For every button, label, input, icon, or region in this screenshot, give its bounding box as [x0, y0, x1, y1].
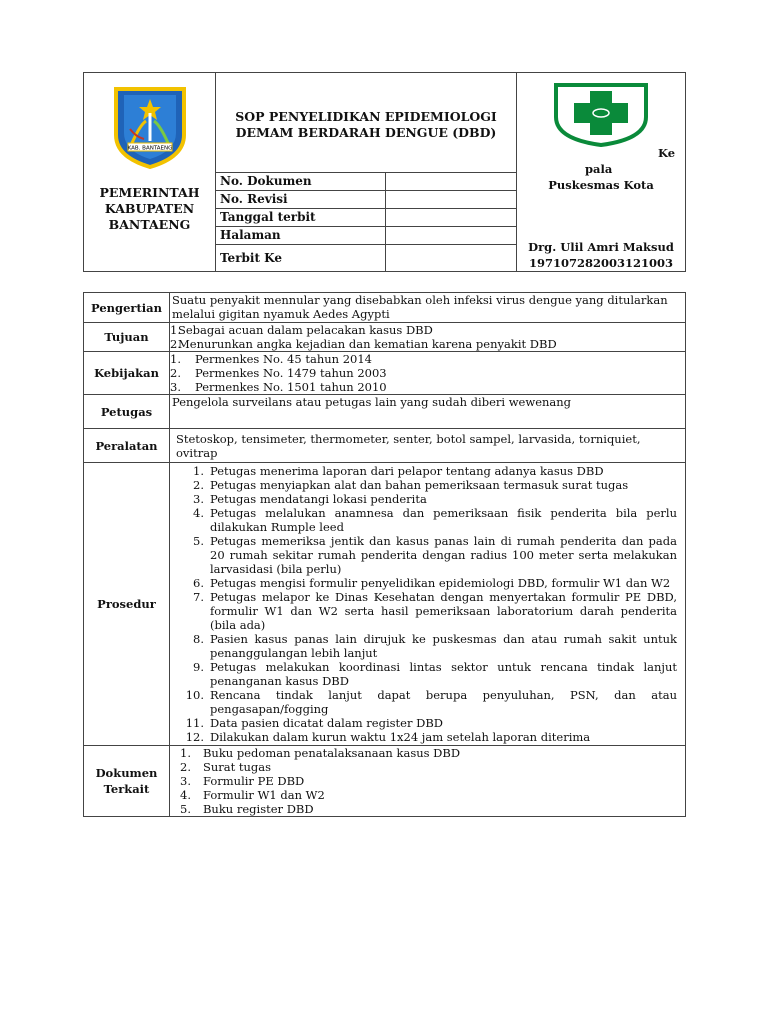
list-item: 2. Petugas menyiapkan alat dan bahan pemeriksaan termasuk surat tugas — [193, 478, 629, 492]
meta-value — [386, 208, 517, 226]
pala-text: pala — [585, 162, 613, 176]
puskesmas-logo-icon — [550, 81, 652, 147]
meta-value — [386, 190, 517, 208]
meta-value — [386, 244, 517, 271]
tujuan-list — [170, 323, 686, 352]
meta-label: Tanggal terbit — [216, 208, 386, 226]
document-title: SOP PENYELIDIKAN EPIDEMIOLOGI DEMAM BERDARAH DENGUE (DBD) — [216, 73, 517, 173]
section-label-prosedur: Prosedur — [84, 463, 170, 746]
list-item: 9. Petugas melakukan koordinasi lintas sektor untuk rencana tindak lanjut penanganan kasus DBD — [193, 660, 677, 688]
prosedur-list — [170, 463, 686, 746]
sop-content-table — [83, 292, 686, 817]
list-item: 2. Permenkes No. 1479 tahun 2003 — [170, 366, 387, 380]
section-label-petugas: Petugas — [84, 395, 170, 429]
section-label-tujuan: Tujuan — [84, 323, 170, 352]
section-label-pengertian: Pengertian — [84, 293, 170, 323]
meta-label: No. Dokumen — [216, 173, 386, 191]
meta-value — [386, 226, 517, 244]
list-item: 11. Data pasien dicatat dalam register DBD — [185, 716, 443, 730]
petugas-text: Pengelola surveilans atau petugas lain yang sudah diberi wewenang — [170, 395, 686, 429]
dokumen-list — [170, 746, 686, 817]
bantaeng-crest-icon — [110, 85, 190, 169]
puskesmas-name: Puskesmas Kota — [548, 178, 654, 192]
kebijakan-list — [170, 352, 686, 395]
ke-text: Ke — [657, 146, 676, 160]
list-item: 5. Buku register DBD — [180, 802, 314, 816]
regency-cell — [84, 73, 216, 272]
section-label-peralatan: Peralatan — [84, 429, 170, 463]
peralatan-text: Stetoskop, tensimeter, thermometer, senter, botol sampel, larvasida, torniquiet, ovitrap — [170, 429, 686, 463]
pengertian-text: Suatu penyakit mennular yang disebabkan oleh infeksi virus dengue yang ditularkan melalui gigitan nyamuk Aedes Agypti — [170, 293, 686, 323]
approval-cell — [517, 73, 686, 272]
section-label-dokumen: Dokumen Terkait — [84, 746, 170, 817]
meta-label: Halaman — [216, 226, 386, 244]
list-item: 5. Petugas memeriksa jentik dan kasus panas lain di rumah penderita dan pada 20 rumah sekitar rumah penderita dengan radius 100 meter serta melakukan larvasidasi (bila perlu) — [193, 534, 677, 576]
meta-label: No. Revisi — [216, 190, 386, 208]
header-table — [83, 72, 686, 272]
list-item: 12. Dilakukan dalam kurun waktu 1x24 jam setelah laporan diterima — [185, 730, 591, 744]
meta-label: Terbit Ke — [216, 244, 386, 271]
list-item: 8. Pasien kasus panas lain dirujuk ke puskesmas dan atau rumah sakit untuk penanggulangan lebih lanjut — [193, 632, 677, 660]
list-item: 2.Menurunkan angka kejadian dan kematian karena penyakit DBD — [170, 337, 557, 351]
section-label-kebijakan: Kebijakan — [84, 352, 170, 395]
svg-text:KAB. BANTAENG: KAB. BANTAENG — [127, 145, 172, 152]
list-item: 1.Sebagai acuan dalam pelacakan kasus DBD — [170, 323, 433, 337]
list-item: 1. Buku pedoman penatalaksanaan kasus DBD — [180, 746, 461, 760]
signatory-name: Drg. Ulil Amri Maksud — [528, 240, 674, 254]
list-item: 3. Petugas mendatangi lokasi penderita — [193, 492, 427, 506]
meta-value — [386, 173, 517, 191]
list-item: 1. Permenkes No. 45 tahun 2014 — [170, 352, 372, 366]
list-item: 4. Petugas melalukan anamnesa dan pemeriksaan fisik penderita bila perlu dilakukan Rumple leed — [193, 506, 677, 534]
list-item: 3. Formulir PE DBD — [180, 774, 305, 788]
list-item: 10. Rencana tindak lanjut dapat berupa penyuluhan, PSN, dan atau pengasapan/fogging — [185, 688, 677, 716]
list-item: 1. Petugas menerima laporan dari pelapor tentang adanya kasus DBD — [193, 464, 604, 478]
signatory-nip: 197107282003121003 — [529, 256, 674, 270]
list-item: 6. Petugas mengisi formulir penyelidikan epidemiologi DBD, formulir W1 dan W2 — [193, 576, 671, 590]
regency-name: PEMERINTAH KABUPATEN BANTAENG — [99, 185, 200, 232]
list-item: 4. Formulir W1 dan W2 — [180, 788, 325, 802]
list-item: 7. Petugas melapor ke Dinas Kesehatan dengan menyertakan formulir PE DBD, formulir W1 dan W2 serta hasil pemeriksaan laboratorium darah penderita (bila ada) — [193, 590, 677, 632]
list-item: 3. Permenkes No. 1501 tahun 2010 — [170, 380, 387, 394]
list-item: 2. Surat tugas — [180, 760, 272, 774]
